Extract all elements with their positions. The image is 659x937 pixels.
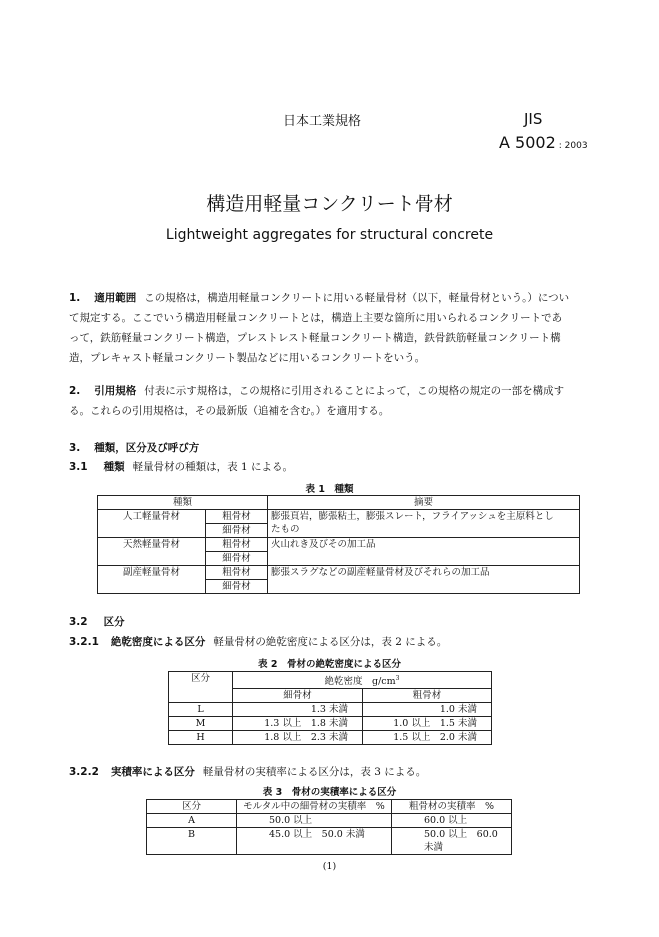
text-line: る。これらの引用規格は，その最新版（追補を含む。）を適用する。 xyxy=(69,405,390,417)
header-cell: 区分 xyxy=(147,800,237,814)
class-cell: M xyxy=(169,717,233,731)
text-line: て規定する。ここでいう構造用軽量コンクリートとは，構造上主要な箇所に用いられるコンクリートであ xyxy=(69,312,563,324)
size-cell: 細骨材 xyxy=(206,524,268,538)
class-cell: B xyxy=(147,828,237,855)
section-3-1 xyxy=(69,457,293,477)
standard-year: : 2003 xyxy=(558,141,588,151)
coarse-cell: 1.0 以上 1.5 未満 xyxy=(363,717,492,731)
section-3-2 xyxy=(69,612,125,632)
size-cell: 細骨材 xyxy=(206,580,268,594)
section-3 xyxy=(69,438,199,458)
header-cell: モルタル中の細骨材の実積率 % xyxy=(237,800,392,814)
coarse-cell: 1.0 未満 xyxy=(363,703,492,717)
type-cell: 天然軽量骨材 xyxy=(98,538,206,566)
table-row xyxy=(98,566,580,580)
section-number: 1. xyxy=(69,292,81,304)
header-cell: 細骨材 xyxy=(233,689,363,703)
unit-exponent: 3 xyxy=(395,675,400,682)
section-3-2-2 xyxy=(69,762,426,782)
text-line: 軽量骨材の種類は，表 1 による。 xyxy=(132,461,293,473)
fine-cell: 50.0 以上 xyxy=(237,814,392,828)
standard-code: A 5002 xyxy=(499,133,556,152)
table-row xyxy=(147,814,512,828)
note-line: 膨張頁岩，膨張粘土，膨張スレート，フライアッシュを主原料とし xyxy=(271,511,554,522)
header-cell: 種類 xyxy=(98,496,268,510)
section-heading: 実積率による区分 xyxy=(110,766,195,778)
page-number: (1) xyxy=(322,861,337,872)
coarse-cell: 1.5 以上 2.0 未満 xyxy=(363,731,492,745)
text-line: 付表に示す規格は，この規格に引用されることによって，この規格の規定の一部を構成す xyxy=(144,385,565,397)
text-line: この規格は，構造用軽量コンクリートに用いる軽量骨材（以下，軽量骨材という。）につい xyxy=(144,292,570,304)
section-number: 2. xyxy=(69,385,81,397)
standard-number xyxy=(499,133,588,152)
table-header-row xyxy=(169,672,492,689)
section-number: 3.2.2 xyxy=(69,766,99,778)
class-cell: L xyxy=(169,703,233,717)
title-en: Lightweight aggregates for structural concrete xyxy=(165,227,494,243)
table-1 xyxy=(97,495,580,594)
table-3-caption: 表 3 骨材の実積率による区分 xyxy=(262,787,397,798)
table-row xyxy=(169,717,492,731)
section-heading: 区分 xyxy=(103,616,125,628)
text-line: って，鉄筋軽量コンクリート構造，プレストレスト軽量コンクリート構造，鉄骨鉄筋軽量コンクリート構 xyxy=(69,332,561,344)
table-header-row xyxy=(147,800,512,814)
fine-cell: 1.8 以上 2.3 未満 xyxy=(233,731,363,745)
header-cell xyxy=(233,672,492,689)
text-line: 軽量骨材の絶乾密度による区分は，表 2 による。 xyxy=(213,636,448,648)
note-cell xyxy=(268,510,580,538)
type-cell: 副産軽量骨材 xyxy=(98,566,206,594)
table-row xyxy=(98,510,580,524)
section-heading: 適用範囲 xyxy=(94,292,137,304)
density-label: 絶乾密度 g/cm xyxy=(324,676,396,688)
section-3-2-1 xyxy=(69,632,447,652)
coarse-cell: 60.0 以上 xyxy=(392,814,512,828)
section-number: 3. xyxy=(69,442,81,454)
table-header-row xyxy=(98,496,580,510)
table-row xyxy=(169,703,492,717)
size-cell: 粗骨材 xyxy=(206,566,268,580)
class-cell: A xyxy=(147,814,237,828)
org-name: 日本工業規格 xyxy=(283,114,362,129)
section-heading: 絶乾密度による区分 xyxy=(110,636,206,648)
size-cell: 粗骨材 xyxy=(206,510,268,524)
size-cell: 細骨材 xyxy=(206,552,268,566)
section-heading: 種類，区分及び呼び方 xyxy=(94,442,200,454)
fine-cell: 1.3 未満 xyxy=(233,703,363,717)
text-line: 軽量骨材の実積率による区分は，表 3 による。 xyxy=(202,766,427,778)
note-cell: 膨張スラグなどの副産軽量骨材及びそれらの加工品 xyxy=(268,566,580,594)
section-number: 3.1 xyxy=(69,461,88,473)
table-2 xyxy=(168,671,492,745)
fine-cell: 1.3 以上 1.8 未満 xyxy=(233,717,363,731)
table-row xyxy=(98,538,580,552)
note-line: たもの xyxy=(271,524,300,535)
coarse-cell: 50.0 以上 60.0 未満 xyxy=(392,828,512,855)
table-3 xyxy=(146,799,512,855)
text-line: 造，プレキャスト軽量コンクリート製品などに用いるコンクリートをいう。 xyxy=(69,352,426,364)
table-2-caption: 表 2 骨材の絶乾密度による区分 xyxy=(258,659,401,670)
section-number: 3.2.1 xyxy=(69,636,99,648)
section-1 xyxy=(69,288,589,368)
type-cell: 人工軽量骨材 xyxy=(98,510,206,538)
table-row xyxy=(147,828,512,855)
size-cell: 粗骨材 xyxy=(206,538,268,552)
table-row xyxy=(169,731,492,745)
section-heading: 引用規格 xyxy=(94,385,137,397)
header-cell: 粗骨材 xyxy=(363,689,492,703)
header-cell: 区分 xyxy=(169,672,233,703)
header-cell: 摘要 xyxy=(268,496,580,510)
section-heading: 種類 xyxy=(103,461,125,473)
class-cell: H xyxy=(169,731,233,745)
title-ja: 構造用軽量コンクリート骨材 xyxy=(206,193,453,215)
fine-cell: 45.0 以上 50.0 未満 xyxy=(237,828,392,855)
section-2 xyxy=(69,381,589,421)
jis-mark: JIS xyxy=(524,110,543,128)
section-number: 3.2 xyxy=(69,616,88,628)
table-1-caption: 表 1 種類 xyxy=(305,484,354,495)
header-cell: 粗骨材の実積率 % xyxy=(392,800,512,814)
note-cell: 火山れき及びその加工品 xyxy=(268,538,580,566)
